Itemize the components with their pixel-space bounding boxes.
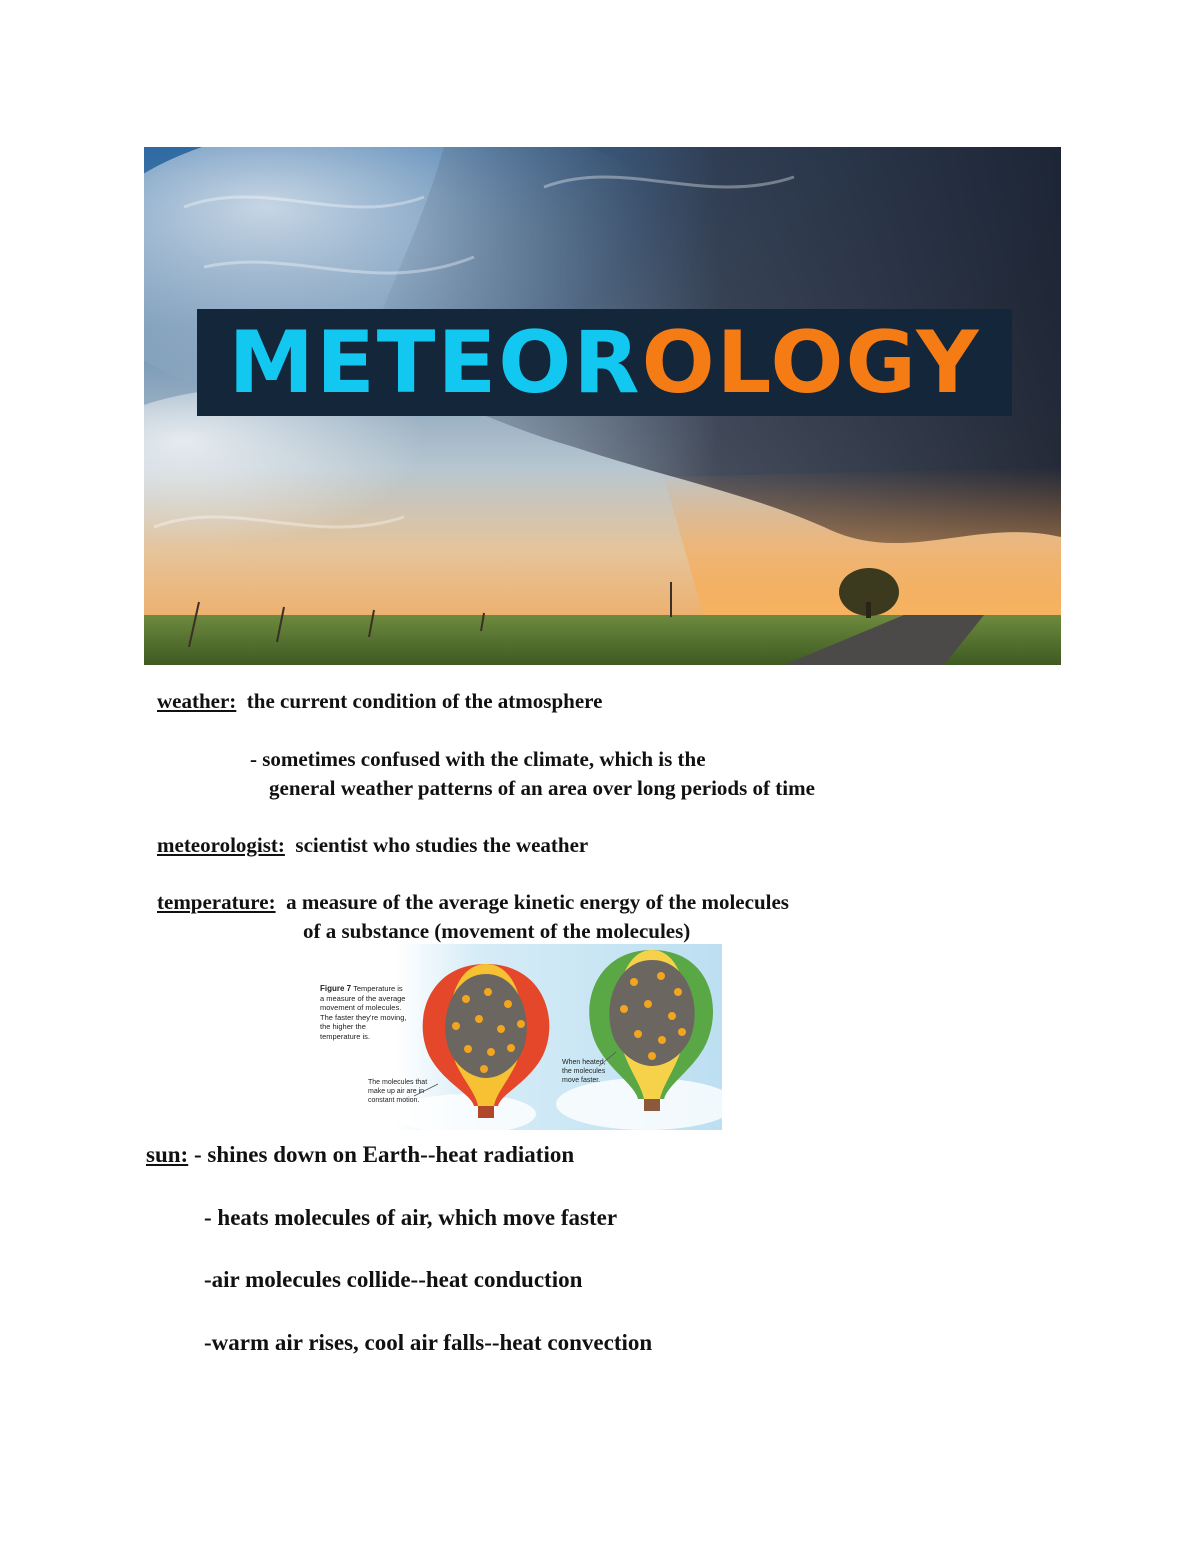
title-part-ology: OLOGY	[641, 312, 981, 413]
sun-line-1	[146, 1143, 574, 1166]
climate-note-line2: general weather patterns of an area over long periods of time	[269, 776, 815, 800]
term-sun: sun:	[146, 1142, 189, 1167]
sun-item-radiation: - shines down on Earth--heat radiation	[188, 1142, 575, 1167]
term-temperature: temperature:	[157, 890, 276, 914]
weather-definition: the current condition of the atmosphere	[246, 689, 603, 713]
weather-definition-line	[157, 691, 602, 712]
page-title	[228, 312, 981, 413]
figure-caption	[320, 984, 408, 1041]
temperature-definition-line1: a measure of the average kinetic energy of the molecules	[286, 890, 789, 914]
temperature-balloon-figure	[316, 944, 722, 1130]
meteorologist-definition-line	[157, 835, 588, 856]
figure-caption-text: Temperature is a measure of the average movement of molecules. The faster they're moving, the higher the temperature is.	[320, 984, 407, 1041]
figure-note-right: When heated, the molecules move faster.	[562, 1059, 606, 1084]
sun-item-convection: -warm air rises, cool air falls--heat convection	[204, 1330, 653, 1355]
title-plate	[197, 309, 1012, 416]
figure-note-left: The molecules that make up air are in constant motion.	[368, 1079, 428, 1104]
meteorology-banner	[144, 147, 1061, 665]
figure-caption-label: Figure 7	[320, 984, 352, 993]
temperature-definition-line2: of a substance (movement of the molecules)	[303, 919, 691, 943]
temperature-definition-line	[157, 892, 789, 913]
title-part-meteor: METEOR	[228, 312, 642, 413]
sun-item-conduction: -air molecules collide--heat conduction	[204, 1267, 583, 1292]
meteorologist-definition: scientist who studies the weather	[295, 833, 589, 857]
term-meteorologist: meteorologist:	[157, 833, 285, 857]
climate-note-line1: - sometimes confused with the climate, which is the	[250, 747, 706, 771]
sun-item-heats-molecules: - heats molecules of air, which move faster	[204, 1205, 618, 1230]
term-weather: weather:	[157, 689, 237, 713]
